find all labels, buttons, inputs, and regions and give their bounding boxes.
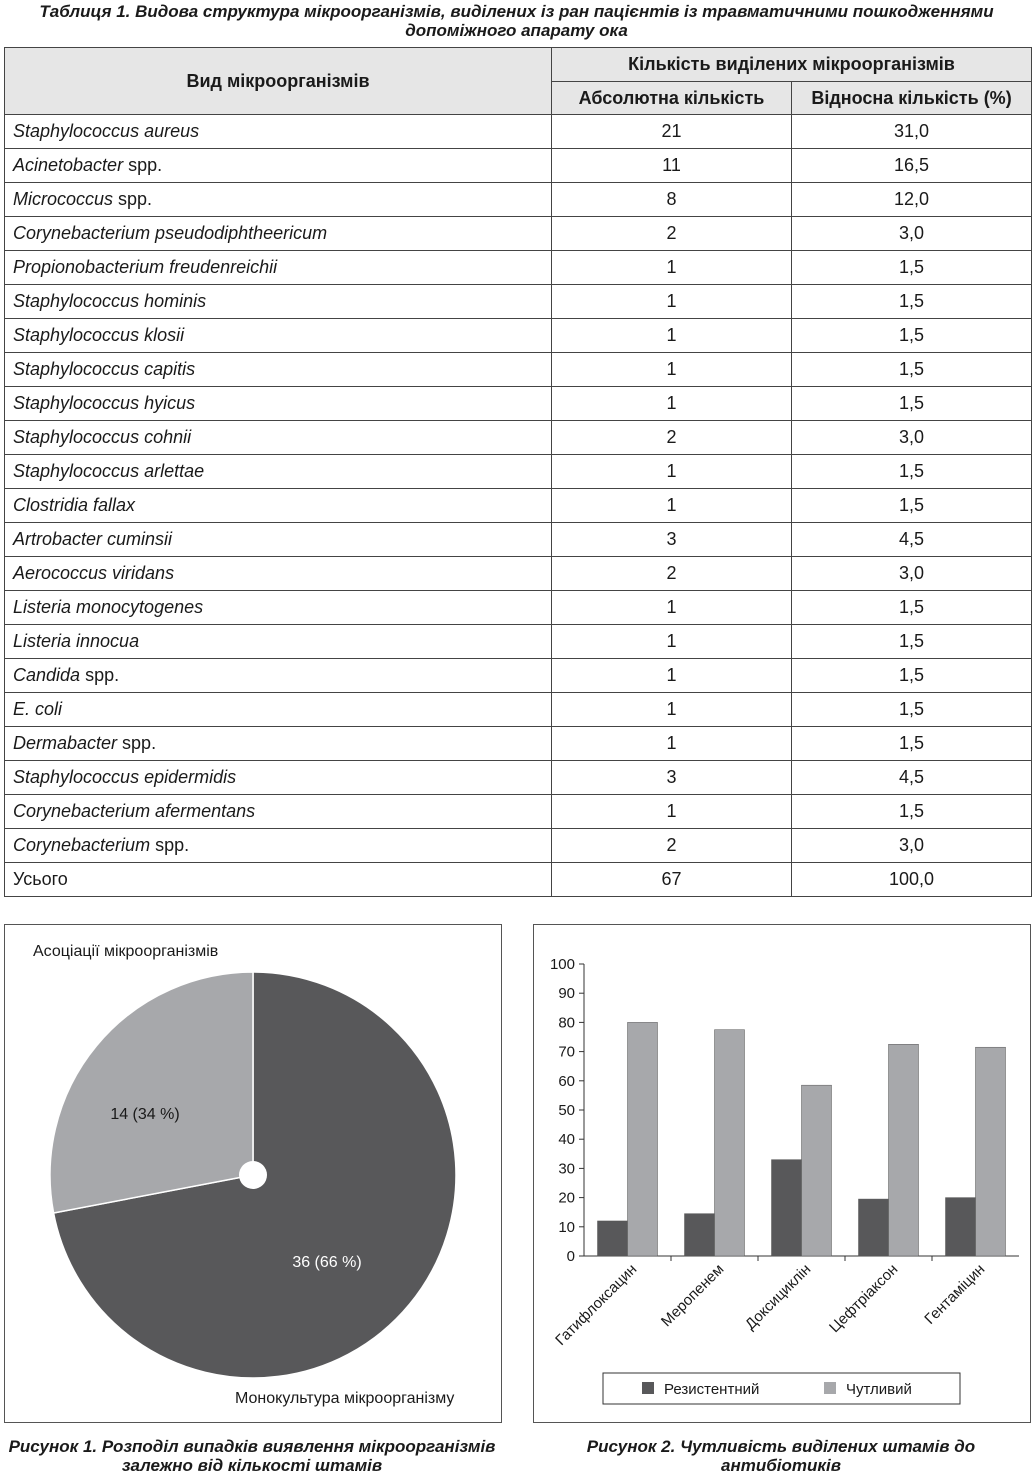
table-row xyxy=(5,659,1032,693)
bar xyxy=(772,1160,802,1256)
relative-count-cell: 1,5 xyxy=(792,693,1032,727)
species-table xyxy=(4,47,1032,897)
table-row xyxy=(5,489,1032,523)
y-tick-label: 30 xyxy=(558,1160,575,1178)
table-row xyxy=(5,523,1032,557)
table-row xyxy=(5,727,1032,761)
table-row xyxy=(5,795,1032,829)
absolute-count-cell: 1 xyxy=(552,591,792,625)
table-header-row xyxy=(5,48,1032,82)
absolute-count-cell: 8 xyxy=(552,183,792,217)
absolute-count-cell: 1 xyxy=(552,319,792,353)
legend-swatch xyxy=(824,1382,836,1394)
absolute-count-cell: 1 xyxy=(552,625,792,659)
species-name-italic: Corynebacterium xyxy=(13,835,151,855)
absolute-count-cell: 1 xyxy=(552,727,792,761)
x-category-label: Меропенем xyxy=(657,1260,728,1331)
y-tick-label: 100 xyxy=(549,956,575,973)
species-name-italic: Staphylococcus capitis xyxy=(13,359,196,379)
pie-center-hole xyxy=(239,1161,267,1189)
relative-count-cell: 1,5 xyxy=(792,387,1032,421)
y-tick-label: 20 xyxy=(558,1189,575,1207)
relative-count-cell: 3,0 xyxy=(792,217,1032,251)
y-tick-label: 60 xyxy=(558,1072,575,1090)
table-row xyxy=(5,183,1032,217)
species-name-italic: Staphylococcus epidermidis xyxy=(13,767,237,787)
relative-count-cell: 1,5 xyxy=(792,251,1032,285)
relative-count-cell: 12,0 xyxy=(792,183,1032,217)
species-name-cell xyxy=(5,217,552,251)
species-name-italic: Listeria monocytogenes xyxy=(13,597,204,617)
table-row xyxy=(5,455,1032,489)
relative-count-cell: 1,5 xyxy=(792,319,1032,353)
species-name-cell xyxy=(5,489,552,523)
table-row xyxy=(5,591,1032,625)
bar xyxy=(802,1085,832,1256)
absolute-count-cell: 1 xyxy=(552,455,792,489)
table-row xyxy=(5,115,1032,149)
bar-chart xyxy=(534,925,1030,1422)
absolute-count-cell: 3 xyxy=(552,523,792,557)
relative-count-cell: 1,5 xyxy=(792,795,1032,829)
relative-count-cell: 1,5 xyxy=(792,455,1032,489)
species-name-cell xyxy=(5,829,552,863)
species-name-cell xyxy=(5,183,552,217)
legend-swatch xyxy=(642,1382,654,1394)
species-name-cell xyxy=(5,659,552,693)
species-name-italic: Aerococcus viridans xyxy=(13,563,175,583)
pie-slice-label: 14 (34 %) xyxy=(110,1106,180,1123)
header-count-group: Кількість виділених мікроорганізмів xyxy=(552,48,1032,82)
species-name-italic: Micrococcus xyxy=(13,189,114,209)
table-row xyxy=(5,251,1032,285)
relative-count-cell: 4,5 xyxy=(792,523,1032,557)
table-row xyxy=(5,217,1032,251)
species-name-cell xyxy=(5,795,552,829)
absolute-count-cell: 2 xyxy=(552,557,792,591)
x-category-label: Доксициклін xyxy=(741,1260,815,1334)
species-name-plain: spp. xyxy=(80,665,120,685)
species-name-cell xyxy=(5,557,552,591)
relative-count-cell: 1,5 xyxy=(792,353,1032,387)
species-name-cell xyxy=(5,591,552,625)
species-name-italic: Propionobacterium freudenreichii xyxy=(13,257,278,277)
y-tick-label: 40 xyxy=(558,1131,575,1149)
absolute-count-cell: 1 xyxy=(552,693,792,727)
absolute-count-cell: 1 xyxy=(552,659,792,693)
table-row xyxy=(5,557,1032,591)
relative-count-cell: 1,5 xyxy=(792,625,1032,659)
species-name-cell xyxy=(5,523,552,557)
species-name-italic: Staphylococcus hominis xyxy=(13,291,207,311)
species-name-cell xyxy=(5,455,552,489)
species-name-cell xyxy=(5,149,552,183)
bar xyxy=(628,1022,658,1256)
species-name-cell xyxy=(5,353,552,387)
species-name-italic: Staphylococcus arlettae xyxy=(13,461,205,481)
pie-chart-frame xyxy=(4,924,502,1423)
relative-count-cell: 1,5 xyxy=(792,591,1032,625)
bar xyxy=(889,1044,919,1256)
species-name-cell xyxy=(5,693,552,727)
bar xyxy=(715,1030,745,1256)
species-name-cell xyxy=(5,251,552,285)
bar-chart-frame xyxy=(533,924,1031,1423)
species-name-italic: Staphylococcus klosii xyxy=(13,325,185,345)
header-relative: Відносна кількість (%) xyxy=(792,82,1032,115)
bar xyxy=(859,1199,889,1256)
relative-count-cell: 3,0 xyxy=(792,557,1032,591)
species-name-cell xyxy=(5,115,552,149)
absolute-count-cell: 1 xyxy=(552,251,792,285)
species-name-cell xyxy=(5,285,552,319)
species-name-italic: Artrobacter cuminsii xyxy=(13,529,173,549)
figure-2-caption: Рисунок 2. Чутливість виділених штамів до антибіотиків xyxy=(586,1437,976,1475)
absolute-count-cell: 11 xyxy=(552,149,792,183)
bar xyxy=(976,1047,1006,1256)
species-name-cell xyxy=(5,863,552,897)
species-name-cell xyxy=(5,319,552,353)
species-name-italic: Staphylococcus aureus xyxy=(13,121,200,141)
absolute-count-cell: 3 xyxy=(552,761,792,795)
y-tick-label: 70 xyxy=(558,1043,575,1061)
species-name-italic: Candida xyxy=(13,665,81,685)
bar xyxy=(946,1198,976,1256)
species-name-plain: spp. xyxy=(123,155,163,175)
x-category-label: Гатифлоксацин xyxy=(552,1260,641,1349)
table-row xyxy=(5,693,1032,727)
species-name-plain: Усього xyxy=(13,869,68,889)
species-name-italic: Clostridia fallax xyxy=(13,495,136,515)
header-species: Вид мікроорганізмів xyxy=(5,48,552,115)
y-tick-label: 50 xyxy=(558,1102,575,1119)
species-name-cell xyxy=(5,727,552,761)
relative-count-cell: 1,5 xyxy=(792,285,1032,319)
absolute-count-cell: 1 xyxy=(552,387,792,421)
figure-1-caption: Рисунок 1. Розподіл випадків виявлення мікроорганізмів залежно від кількості штамів xyxy=(8,1437,496,1475)
table-row xyxy=(5,387,1032,421)
relative-count-cell: 1,5 xyxy=(792,727,1032,761)
pie-slice xyxy=(50,972,253,1213)
pie-slice-name: Монокультура мікроорганізму xyxy=(235,1390,455,1407)
relative-count-cell: 16,5 xyxy=(792,149,1032,183)
table-caption: Таблиця 1. Видова структура мікроорганізмів, виділених із ран пацієнтів із травматичними пошкодженнями допоміжного апарату ока xyxy=(39,2,994,40)
bar xyxy=(685,1214,715,1256)
species-name-plain: spp. xyxy=(117,733,157,753)
absolute-count-cell: 2 xyxy=(552,829,792,863)
species-name-plain: spp. xyxy=(150,835,190,855)
relative-count-cell: 31,0 xyxy=(792,115,1032,149)
table-row xyxy=(5,625,1032,659)
relative-count-cell: 100,0 xyxy=(792,863,1032,897)
species-name-cell xyxy=(5,625,552,659)
table-row xyxy=(5,421,1032,455)
species-name-italic: Corynebacterium pseudodiphtheericum xyxy=(13,223,328,243)
species-name-italic: Staphylococcus cohnii xyxy=(13,427,192,447)
table-row xyxy=(5,863,1032,897)
table-row xyxy=(5,353,1032,387)
absolute-count-cell: 21 xyxy=(552,115,792,149)
species-name-italic: Listeria innocua xyxy=(13,631,140,651)
species-name-italic: Acinetobacter xyxy=(13,155,124,175)
y-tick-label: 0 xyxy=(566,1248,575,1265)
y-tick-label: 90 xyxy=(558,985,575,1003)
species-name-italic: Staphylococcus hyicus xyxy=(13,393,196,413)
relative-count-cell: 3,0 xyxy=(792,421,1032,455)
species-name-cell xyxy=(5,387,552,421)
table-row xyxy=(5,761,1032,795)
absolute-count-cell: 2 xyxy=(552,217,792,251)
table-row xyxy=(5,319,1032,353)
table-row xyxy=(5,829,1032,863)
species-name-italic: Corynebacterium afermentans xyxy=(13,801,256,821)
x-category-label: Цефтріаксон xyxy=(826,1260,902,1337)
relative-count-cell: 1,5 xyxy=(792,659,1032,693)
absolute-count-cell: 1 xyxy=(552,353,792,387)
pie-chart xyxy=(5,925,501,1422)
x-category-label: Гентаміцин xyxy=(921,1260,989,1328)
species-name-italic: Dermabacter xyxy=(13,733,118,753)
pie-slice-label: 36 (66 %) xyxy=(292,1254,362,1271)
legend-label: Резистентний xyxy=(664,1381,760,1398)
y-tick-label: 80 xyxy=(558,1014,575,1032)
pie-slice-name: Асоціації мікроорганізмів xyxy=(33,943,219,960)
table-row xyxy=(5,285,1032,319)
species-name-plain: spp. xyxy=(113,189,153,209)
species-name-italic: E. coli xyxy=(13,699,63,719)
absolute-count-cell: 1 xyxy=(552,285,792,319)
absolute-count-cell: 67 xyxy=(552,863,792,897)
relative-count-cell: 3,0 xyxy=(792,829,1032,863)
y-tick-label: 10 xyxy=(558,1218,575,1236)
species-name-cell xyxy=(5,421,552,455)
bar xyxy=(598,1221,628,1256)
absolute-count-cell: 1 xyxy=(552,795,792,829)
relative-count-cell: 1,5 xyxy=(792,489,1032,523)
relative-count-cell: 4,5 xyxy=(792,761,1032,795)
species-name-cell xyxy=(5,761,552,795)
legend-label: Чутливий xyxy=(846,1381,912,1398)
table-body xyxy=(5,115,1032,897)
absolute-count-cell: 1 xyxy=(552,489,792,523)
header-absolute: Абсолютна кількість xyxy=(552,82,792,115)
table-row xyxy=(5,149,1032,183)
absolute-count-cell: 2 xyxy=(552,421,792,455)
